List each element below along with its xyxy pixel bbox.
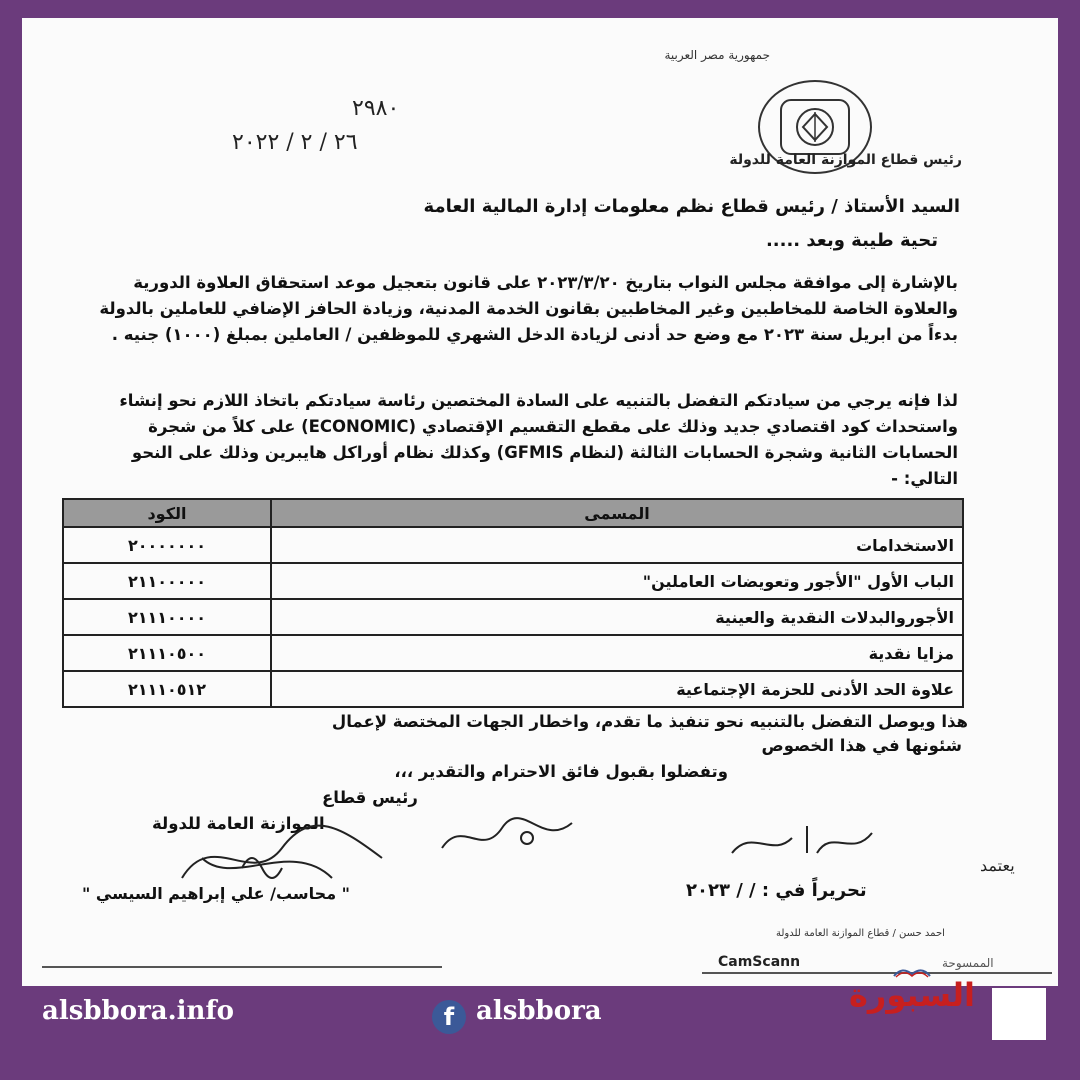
economic-codes-table xyxy=(62,498,964,708)
alsbbora-logo xyxy=(849,950,975,1026)
handwritten-note: يعتمد xyxy=(980,856,1015,875)
closing-line-3: وتفضلوا بقبول فائق الاحترام والتقدير ،،، xyxy=(394,762,728,781)
row-name: الاستخدامات xyxy=(271,527,963,563)
row-code: ٢١١١٠٠٠٠ xyxy=(63,599,271,635)
row-name: علاوة الحد الأدنى للحزمة الإجتماعية xyxy=(271,671,963,707)
table-row xyxy=(63,671,963,707)
paragraph-1: بالإشارة إلى موافقة مجلس النواب بتاريخ ٢٠٢٣/٣/٢٠ على قانون بتعجيل موعد استحقاق العلاوة الدورية والعلاوة الخاصة للمخاطبين وغير المخاطبين بقانون الخدمة المدنية، وزيادة الحافز الإضافي للعاملين بالدولة بدءاً من ابريل سنة ٢٠٢٣ مع وضع حد أدنى لزيادة الدخل الشهري للموظفين / العاملين بمبلغ (١٠٠٠) جنيه . xyxy=(99,273,958,344)
document-frame xyxy=(22,18,1058,986)
table-header-row xyxy=(63,499,963,527)
row-code: ٢٠٠٠٠٠٠٠ xyxy=(63,527,271,563)
corner-block xyxy=(992,988,1046,1040)
logo-text: السبورة xyxy=(849,976,975,1014)
table-row xyxy=(63,563,963,599)
addressee: السيد الأستاذ / رئيس قطاع نظم معلومات إدارة المالية العامة xyxy=(423,196,960,217)
typist-line: احمد حسن / قطاع الموازنة العامة للدولة xyxy=(776,928,945,939)
signature-title-2: الموازنة العامة للدولة xyxy=(152,814,325,833)
row-code: ٢١١١٠٥٠٠ xyxy=(63,635,271,671)
department-header: رئيس قطاع الموازنة العامة للدولة xyxy=(729,152,962,168)
row-name: الباب الأول "الأجور وتعويضات العاملين" xyxy=(271,563,963,599)
row-name: مزايا نقدية xyxy=(271,635,963,671)
signatory-name: " محاسب/ علي إبراهيم السيسي " xyxy=(82,884,351,903)
date-line: تحريراً في : / / ٢٠٢٣ xyxy=(686,880,867,901)
scanner-label: الممسوحة xyxy=(942,956,994,970)
row-code: ٢١١٠٠٠٠٠ xyxy=(63,563,271,599)
signature-scribble-right xyxy=(722,818,882,868)
table-row xyxy=(63,527,963,563)
table-row xyxy=(63,635,963,671)
signature-scribble-middle xyxy=(432,808,582,868)
signature-title-1: رئيس قطاع xyxy=(322,788,418,807)
row-code: ٢١١١٠٥١٢ xyxy=(63,671,271,707)
header-name: المسمى xyxy=(271,499,963,527)
closing-line-2: شئونها في هذا الخصوص xyxy=(761,736,962,755)
camscanner-watermark: CamScann xyxy=(718,954,801,970)
divider xyxy=(42,966,442,968)
table-row xyxy=(63,599,963,635)
website-link[interactable]: alsbbora.info xyxy=(42,996,234,1026)
row-name: الأجوروالبدلات النقدية والعينية xyxy=(271,599,963,635)
facebook-icon[interactable]: f xyxy=(432,1000,466,1034)
scanned-letter xyxy=(22,18,1058,986)
paragraph-2: لذا فإنه يرجي من سيادتكم التفضل بالتنبيه على السادة المختصين رئاسة سيادتكم باتخاذ اللازم نحو إنشاء واستحداث كود اقتصادي جديد وذلك على مقطع التقسيم الإقتصادي (ECONOMIC) على كلاً من شجرة الحسابات الثانية وشجرة الحسابات الثالثة (لنظام GFMIS) وكذلك نظام أوراكل هايبرين وذلك على النحو التالي: - xyxy=(119,391,958,488)
header-code: الكود xyxy=(63,499,271,527)
reference-date: ٢٦ / ٢ / ٢٠٢٢ xyxy=(232,130,358,155)
reference-number: ٢٩٨٠ xyxy=(352,96,400,121)
facebook-handle[interactable]: alsbbora xyxy=(476,996,602,1026)
greeting: تحية طيبة وبعد ..... xyxy=(765,230,938,251)
closing-line-1: هذا ويوصل التفضل بالتنبيه نحو تنفيذ ما تقدم، واخطار الجهات المختصة لإعمال xyxy=(331,712,968,731)
country-line: جمهورية مصر العربية xyxy=(664,48,770,62)
